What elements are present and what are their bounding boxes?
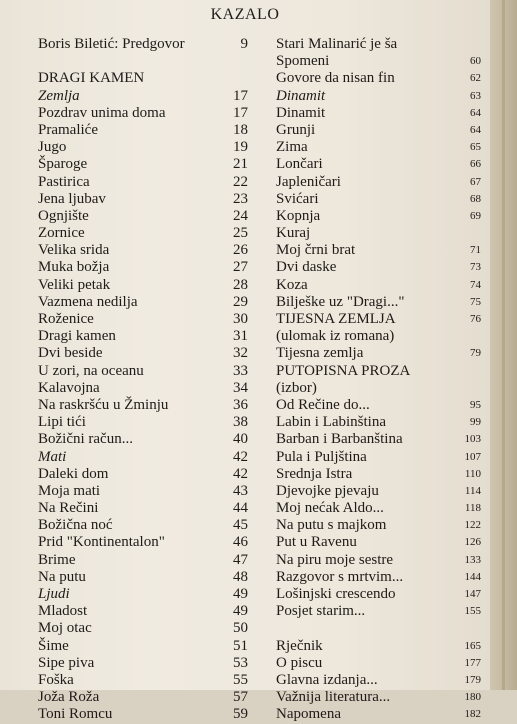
toc-entry-title: Vazmena nedilja: [38, 293, 138, 310]
toc-entry: [276, 294, 481, 311]
toc-entry: [276, 552, 481, 569]
toc-entry-page: 33: [233, 362, 248, 379]
toc-entry-title: Srednja Istra: [276, 465, 353, 482]
toc-entry: [38, 53, 248, 70]
toc-entry: [276, 345, 481, 362]
toc-entry-title: Djevojke pjevaju: [276, 482, 379, 499]
toc-entry: [276, 225, 481, 242]
toc-entry-title: Prid "Kontinentalon": [38, 534, 165, 551]
toc-entry-title: Japleničari: [276, 173, 341, 190]
toc-entry-page: 103: [464, 433, 481, 446]
toc-entry: [276, 242, 481, 259]
toc-entry-page: 47: [233, 551, 248, 568]
toc-entry-title: Važnija literatura...: [276, 689, 391, 706]
toc-entry: [276, 122, 481, 139]
toc-entry-title: Joža Roža: [38, 689, 100, 706]
toc-entry: [38, 208, 248, 225]
toc-entry-page: 107: [464, 450, 481, 463]
toc-entry-page: 63: [470, 89, 481, 102]
page-heading: KAZALO: [210, 6, 280, 23]
toc-entry: [38, 328, 248, 345]
toc-entry-page: 48: [233, 568, 248, 585]
toc-entry: [276, 449, 481, 466]
toc-entry-title: Roženice: [38, 311, 94, 327]
toc-entry-title: Lipi tići: [38, 414, 86, 431]
toc-entry-page: 73: [470, 261, 481, 274]
toc-entry-title: (izbor): [276, 379, 317, 396]
toc-entry-title: Zemlja: [38, 87, 80, 104]
toc-entry-title: Moj črni brat: [276, 242, 356, 259]
toc-entry-page: 31: [233, 328, 248, 345]
toc-entry: [38, 638, 248, 655]
toc-entry-title: Na raskršću u Žminju: [38, 396, 169, 413]
toc-entry-title: Brime: [38, 551, 76, 568]
toc-entry: [276, 500, 481, 517]
contents-right-column: [276, 36, 481, 724]
toc-entry-title: Moj nećak Aldo...: [276, 500, 384, 517]
toc-entry-page: 99: [470, 416, 481, 429]
toc-entry: [38, 483, 248, 500]
toc-entry-title: Pula i Puljština: [276, 448, 367, 465]
toc-entry: [38, 431, 248, 448]
toc-entry-title: (ulomak iz romana): [276, 328, 395, 345]
toc-entry: [38, 242, 248, 259]
toc-entry: [276, 397, 481, 414]
toc-entry: [38, 586, 248, 603]
toc-entry: [38, 655, 248, 672]
toc-entry-page: 45: [233, 517, 248, 534]
toc-entry-title: Muka božja: [38, 259, 110, 276]
toc-entry: [276, 706, 481, 723]
toc-entry: [276, 620, 481, 637]
toc-entry-title: Govore da nisan fin: [276, 70, 395, 87]
toc-entry-title: Na putu: [38, 568, 86, 585]
toc-entry-title: Boris Biletić: Predgovor: [38, 36, 185, 52]
toc-entry-page: 68: [470, 192, 481, 205]
toc-entry-title: Dvi daske: [276, 259, 337, 276]
toc-entry-title: DRAGI KAMEN: [38, 70, 145, 87]
toc-entry-title: U zori, na oceanu: [38, 362, 144, 379]
toc-entry-page: 57: [233, 689, 248, 706]
toc-entry: [38, 174, 248, 191]
toc-entry-page: 53: [233, 654, 248, 671]
toc-entry-page: 75: [470, 295, 481, 308]
toc-entry-title: Božična noć: [38, 517, 113, 534]
toc-entry-page: 79: [470, 347, 481, 360]
toc-entry-page: 38: [233, 414, 248, 431]
toc-entry-title: Sipe piva: [38, 654, 95, 671]
toc-entry: [276, 105, 481, 122]
toc-entry-page: 18: [233, 121, 248, 138]
toc-entry-page: 155: [464, 605, 481, 618]
toc-entry: [38, 70, 248, 87]
toc-entry-title: Kuraj: [276, 225, 311, 242]
toc-entry: [38, 672, 248, 689]
toc-entry-page: 177: [464, 656, 481, 669]
toc-entry-page: 27: [233, 259, 248, 276]
toc-entry: [276, 70, 481, 87]
toc-entry: [276, 88, 481, 105]
toc-entry-title: Kopnja: [276, 207, 321, 224]
toc-entry-page: 182: [464, 708, 481, 721]
contents-left-column: [38, 36, 248, 724]
toc-entry-title: Šparoge: [38, 156, 88, 173]
toc-entry-title: Pozdrav unima doma: [38, 104, 166, 121]
toc-entry-page: 179: [464, 673, 481, 686]
toc-entry: [276, 517, 481, 534]
toc-entry-page: 44: [233, 500, 248, 517]
toc-entry-title: Posjet starim...: [276, 603, 366, 620]
toc-entry: [276, 53, 481, 70]
toc-entry-page: 50: [233, 620, 248, 637]
toc-entry-page: 43: [233, 482, 248, 499]
toc-entry-title: Zornice: [38, 225, 85, 242]
toc-entry: [38, 105, 248, 122]
toc-entry: [38, 706, 248, 723]
toc-entry: [38, 380, 248, 397]
toc-entry-title: Foška: [38, 671, 74, 688]
toc-entry-title: Kalavojna: [38, 379, 100, 396]
toc-entry-title: Bilješke uz "Dragi...": [276, 293, 405, 310]
toc-entry-page: 126: [464, 536, 481, 549]
toc-entry-title: Na putu s majkom: [276, 517, 387, 534]
toc-entry-title: Koza: [276, 276, 308, 293]
toc-entry: [276, 534, 481, 551]
toc-entry-page: 55: [233, 671, 248, 688]
toc-entry: [38, 569, 248, 586]
toc-entry-title: Na Rečini: [38, 500, 99, 517]
toc-entry: [276, 380, 481, 397]
toc-entry: [38, 345, 248, 362]
toc-entry-title: Dragi kamen: [38, 328, 116, 345]
toc-entry: [38, 414, 248, 431]
toc-entry-page: 64: [470, 123, 481, 136]
toc-entry-page: 49: [233, 586, 248, 602]
toc-entry-title: Glavna izdanja...: [276, 671, 378, 688]
toc-entry: [276, 328, 481, 345]
toc-entry: [38, 156, 248, 173]
toc-entry-page: 36: [233, 396, 248, 413]
toc-entry-title: Moja mati: [38, 482, 101, 499]
toc-entry-title: Veliki petak: [38, 276, 111, 293]
toc-entry: [38, 311, 248, 328]
toc-entry-title: Moj otac: [38, 620, 92, 637]
toc-entry: [276, 414, 481, 431]
toc-entry-page: 69: [470, 209, 481, 222]
toc-entry-page: 17: [233, 104, 248, 121]
toc-entry: [38, 449, 248, 466]
toc-entry-page: 9: [240, 36, 248, 52]
toc-entry-page: 122: [464, 519, 481, 532]
toc-entry-page: 180: [464, 691, 481, 704]
toc-entry: [276, 139, 481, 156]
toc-entry: [38, 552, 248, 569]
toc-entry-page: 118: [464, 502, 481, 515]
toc-entry-title: Rječnik: [276, 637, 323, 654]
toc-entry-page: 28: [233, 276, 248, 293]
toc-entry-page: 144: [464, 570, 481, 583]
toc-entry-page: 62: [470, 72, 481, 85]
toc-entry-title: Ognjište: [38, 207, 89, 224]
toc-entry-title: Dinamit: [276, 87, 326, 104]
toc-entry: [38, 689, 248, 706]
toc-entry: [38, 88, 248, 105]
page-stack-line: [502, 0, 505, 690]
toc-entry-title: Ljudi: [38, 586, 70, 602]
toc-entry-page: 42: [233, 448, 248, 465]
toc-entry-title: O piscu: [276, 654, 323, 671]
toc-entry-title: Šime: [38, 637, 69, 654]
toc-entry: [276, 191, 481, 208]
toc-entry: [276, 655, 481, 672]
toc-entry-page: 29: [233, 293, 248, 310]
toc-entry-title: Toni Romcu: [38, 706, 113, 723]
toc-entry-page: 74: [470, 278, 481, 291]
toc-entry: [276, 174, 481, 191]
toc-entry-page: 114: [464, 484, 481, 497]
toc-entry: [276, 311, 481, 328]
toc-entry-title: Svićari: [276, 190, 319, 207]
toc-entry-page: 71: [470, 244, 481, 257]
toc-entry-page: 34: [233, 379, 248, 396]
toc-entry-title: Lončari: [276, 156, 323, 173]
toc-entry-title: Tijesna zemlja: [276, 345, 364, 362]
toc-entry: [38, 517, 248, 534]
toc-entry: [38, 122, 248, 139]
toc-entry-page: 60: [470, 55, 481, 68]
toc-entry: [276, 208, 481, 225]
toc-entry: [38, 620, 248, 637]
toc-entry: [276, 569, 481, 586]
toc-entry-title: Stari Malinarić je ša: [276, 36, 398, 52]
toc-entry-title: Na piru moje sestre: [276, 551, 394, 568]
toc-entry: [276, 156, 481, 173]
toc-entry-page: 23: [233, 190, 248, 207]
toc-entry-page: 32: [233, 345, 248, 362]
toc-entry: [38, 139, 248, 156]
toc-entry: [38, 363, 248, 380]
toc-entry: [38, 534, 248, 551]
toc-entry-title: Pramaliće: [38, 121, 98, 138]
toc-entry-page: 76: [470, 313, 481, 325]
toc-entry-page: 51: [233, 637, 248, 654]
toc-entry-title: Grunji: [276, 121, 316, 138]
toc-entry-title: Božični račun...: [38, 431, 133, 448]
toc-entry-title: Napomena: [276, 706, 341, 723]
toc-entry-page: 46: [233, 534, 248, 551]
toc-entry-title: Lošinjski crescendo: [276, 586, 396, 602]
toc-entry-title: Od Rečine do...: [276, 396, 370, 413]
toc-entry: [276, 689, 481, 706]
toc-entry-page: 40: [233, 431, 248, 448]
toc-entry-title: Spomeni: [276, 53, 330, 70]
toc-entry-page: 133: [464, 553, 481, 566]
toc-entry: [276, 586, 481, 603]
toc-entry-title: PUTOPISNA PROZA: [276, 362, 411, 379]
toc-entry: [38, 191, 248, 208]
toc-entry-page: 95: [470, 398, 481, 411]
toc-entry-page: 22: [233, 173, 248, 190]
toc-entry: [276, 277, 481, 294]
toc-entry-page: 26: [233, 242, 248, 259]
toc-entry-page: 24: [233, 207, 248, 224]
toc-entry-page: 59: [233, 706, 248, 723]
toc-entry-title: Velika srida: [38, 242, 110, 259]
toc-entry-title: Dvi beside: [38, 345, 103, 362]
toc-entry-page: 65: [470, 141, 481, 154]
toc-entry: [276, 259, 481, 276]
toc-entry: [38, 36, 248, 53]
toc-entry-title: TIJESNA ZEMLJA: [276, 311, 396, 327]
toc-entry-page: 42: [233, 465, 248, 482]
toc-entry-page: 147: [464, 588, 481, 600]
toc-entry: [38, 500, 248, 517]
toc-entry-title: Pastirica: [38, 173, 90, 190]
toc-entry-title: Barban i Barbanština: [276, 431, 403, 448]
toc-entry-page: 17: [233, 87, 248, 104]
toc-entry: [38, 259, 248, 276]
toc-entry: [38, 277, 248, 294]
toc-entry: [276, 638, 481, 655]
toc-entry-page: 49: [233, 603, 248, 620]
toc-entry: [38, 225, 248, 242]
toc-entry-page: 19: [233, 139, 248, 156]
toc-entry-page: 66: [470, 158, 481, 171]
toc-entry-title: Jena ljubav: [38, 190, 106, 207]
toc-entry-page: 25: [233, 225, 248, 242]
toc-entry-title: Put u Ravenu: [276, 534, 357, 551]
toc-entry: [38, 294, 248, 311]
toc-entry-title: Mati: [38, 448, 67, 465]
toc-entry: [276, 603, 481, 620]
toc-entry-page: 110: [464, 467, 481, 480]
toc-entry-title: Labin i Labinština: [276, 414, 386, 431]
toc-entry-page: 30: [233, 311, 248, 327]
toc-entry-page: 64: [470, 106, 481, 119]
toc-entry: [38, 397, 248, 414]
toc-entry-title: Daleki dom: [38, 465, 109, 482]
toc-entry: [276, 363, 481, 380]
toc-entry-page: 67: [470, 175, 481, 188]
toc-entry: [276, 466, 481, 483]
toc-entry-title: Jugo: [38, 139, 67, 156]
toc-entry: [276, 431, 481, 448]
toc-entry: [38, 466, 248, 483]
toc-entry-title: Razgovor s mrtvim...: [276, 568, 404, 585]
toc-entry: [276, 483, 481, 500]
toc-entry-page: 21: [233, 156, 248, 173]
toc-entry-title: Mladost: [38, 603, 88, 620]
toc-entry-title: Dinamit: [276, 104, 326, 121]
toc-entry: [276, 672, 481, 689]
toc-entry: [276, 36, 481, 53]
toc-entry-page: 165: [464, 639, 481, 652]
toc-entry-title: Zima: [276, 139, 308, 156]
toc-entry: [38, 603, 248, 620]
